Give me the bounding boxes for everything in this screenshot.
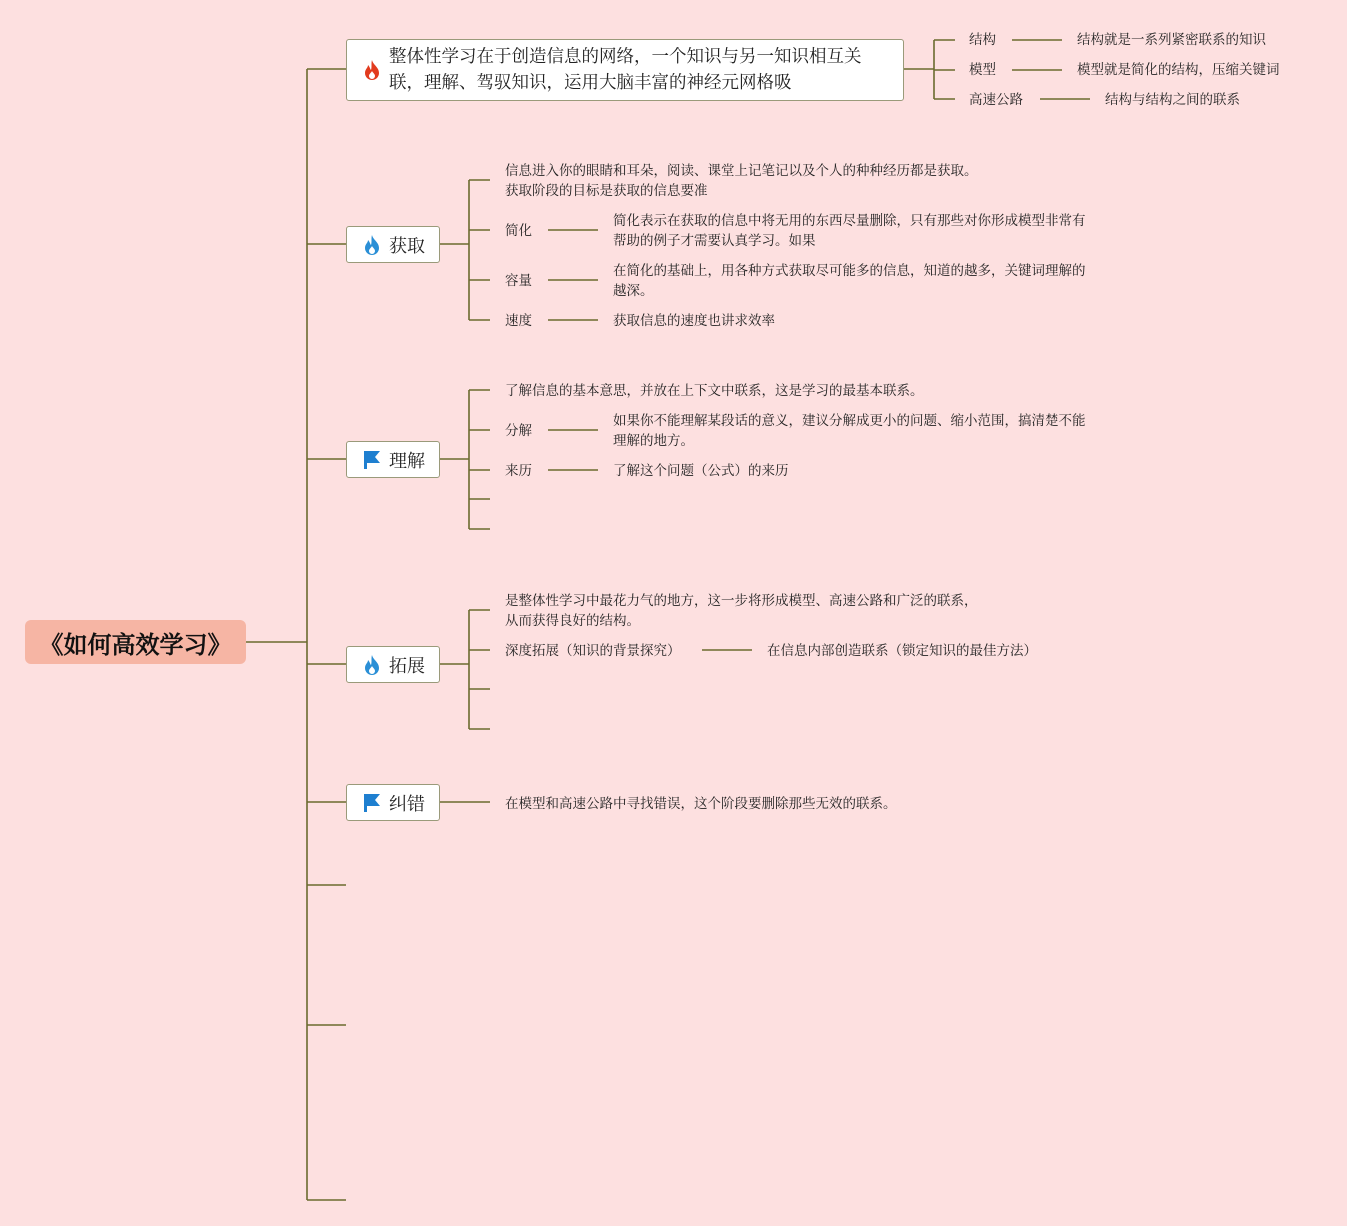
understand-item-detail[interactable]: 如果你不能理解某段话的意义，建议分解成更小的问题、缩小范围，搞清楚不能	[613, 413, 1086, 429]
expand-item-label[interactable]: 深度拓展（知识的背景探究）	[505, 643, 681, 659]
acquire-item-detail[interactable]: 在简化的基础上，用各种方式获取尽可能多的信息，知道的越多，关键词理解的	[613, 263, 1086, 279]
understand-item-label[interactable]: 分解	[505, 423, 532, 439]
intro-child-detail[interactable]: 模型就是简化的结构，压缩关键词	[1077, 62, 1280, 78]
root-title: 《如何高效学习》	[39, 630, 232, 659]
understand-item-detail[interactable]: 理解的地方。	[613, 433, 694, 449]
topic-expand[interactable]	[346, 646, 440, 683]
acquire-item-label[interactable]: 容量	[505, 273, 532, 289]
intro-child-label[interactable]: 高速公路	[969, 92, 1023, 108]
topic-acquire[interactable]	[346, 226, 440, 263]
understand-item-detail[interactable]: 了解这个问题（公式）的来历	[613, 463, 789, 479]
expand-desc-line[interactable]: 从而获得良好的结构。	[505, 613, 640, 629]
topic-understand[interactable]	[346, 441, 440, 478]
topic-label: 纠错	[389, 793, 425, 815]
topic-correct[interactable]	[346, 784, 440, 821]
intro-child-label[interactable]: 结构	[969, 32, 996, 48]
acquire-item-detail[interactable]: 获取信息的速度也讲求效率	[613, 313, 775, 329]
topic-label: 获取	[389, 235, 425, 257]
expand-item-detail[interactable]: 在信息内部创造联系（锁定知识的最佳方法）	[767, 643, 1037, 659]
acquire-item-detail[interactable]: 简化表示在获取的信息中将无用的东西尽量删除，只有那些对你形成模型非常有	[613, 213, 1086, 229]
flame-blue-icon	[361, 654, 383, 676]
flame-blue-icon	[361, 234, 383, 256]
intro-child-label[interactable]: 模型	[969, 62, 996, 78]
acquire-desc-line[interactable]: 获取阶段的目标是获取的信息要准	[505, 183, 708, 199]
flag-icon	[361, 449, 383, 471]
intro-child-detail[interactable]: 结构与结构之间的联系	[1105, 92, 1240, 108]
intro-text: 整体性学习在于创造信息的网络，一个知识与另一知识相互关联，理解、驾驭知识，运用大脑丰富的神经元网格吸	[389, 47, 862, 93]
flag-icon	[361, 792, 383, 814]
acquire-item-detail[interactable]: 帮助的例子才需要认真学习。如果	[613, 233, 816, 249]
understand-desc[interactable]: 了解信息的基本意思，并放在上下文中联系，这是学习的最基本联系。	[505, 383, 924, 399]
correct-desc[interactable]: 在模型和高速公路中寻找错误，这个阶段要删除那些无效的联系。	[505, 796, 897, 812]
topic-label: 理解	[389, 450, 425, 472]
topic-label: 拓展	[389, 655, 425, 677]
acquire-item-label[interactable]: 简化	[505, 223, 532, 239]
acquire-desc-line[interactable]: 信息进入你的眼睛和耳朵，阅读、课堂上记笔记以及个人的种种经历都是获取。	[505, 163, 978, 179]
understand-item-label[interactable]: 来历	[505, 463, 532, 479]
acquire-item-label[interactable]: 速度	[505, 313, 532, 329]
intro-child-detail[interactable]: 结构就是一系列紧密联系的知识	[1077, 32, 1266, 48]
intro-topic[interactable]	[346, 39, 904, 101]
acquire-item-detail[interactable]: 越深。	[613, 283, 654, 299]
fire-icon	[361, 59, 383, 81]
root-topic[interactable]	[25, 620, 246, 664]
expand-desc-line[interactable]: 是整体性学习中最花力气的地方，这一步将形成模型、高速公路和广泛的联系，	[505, 593, 978, 609]
